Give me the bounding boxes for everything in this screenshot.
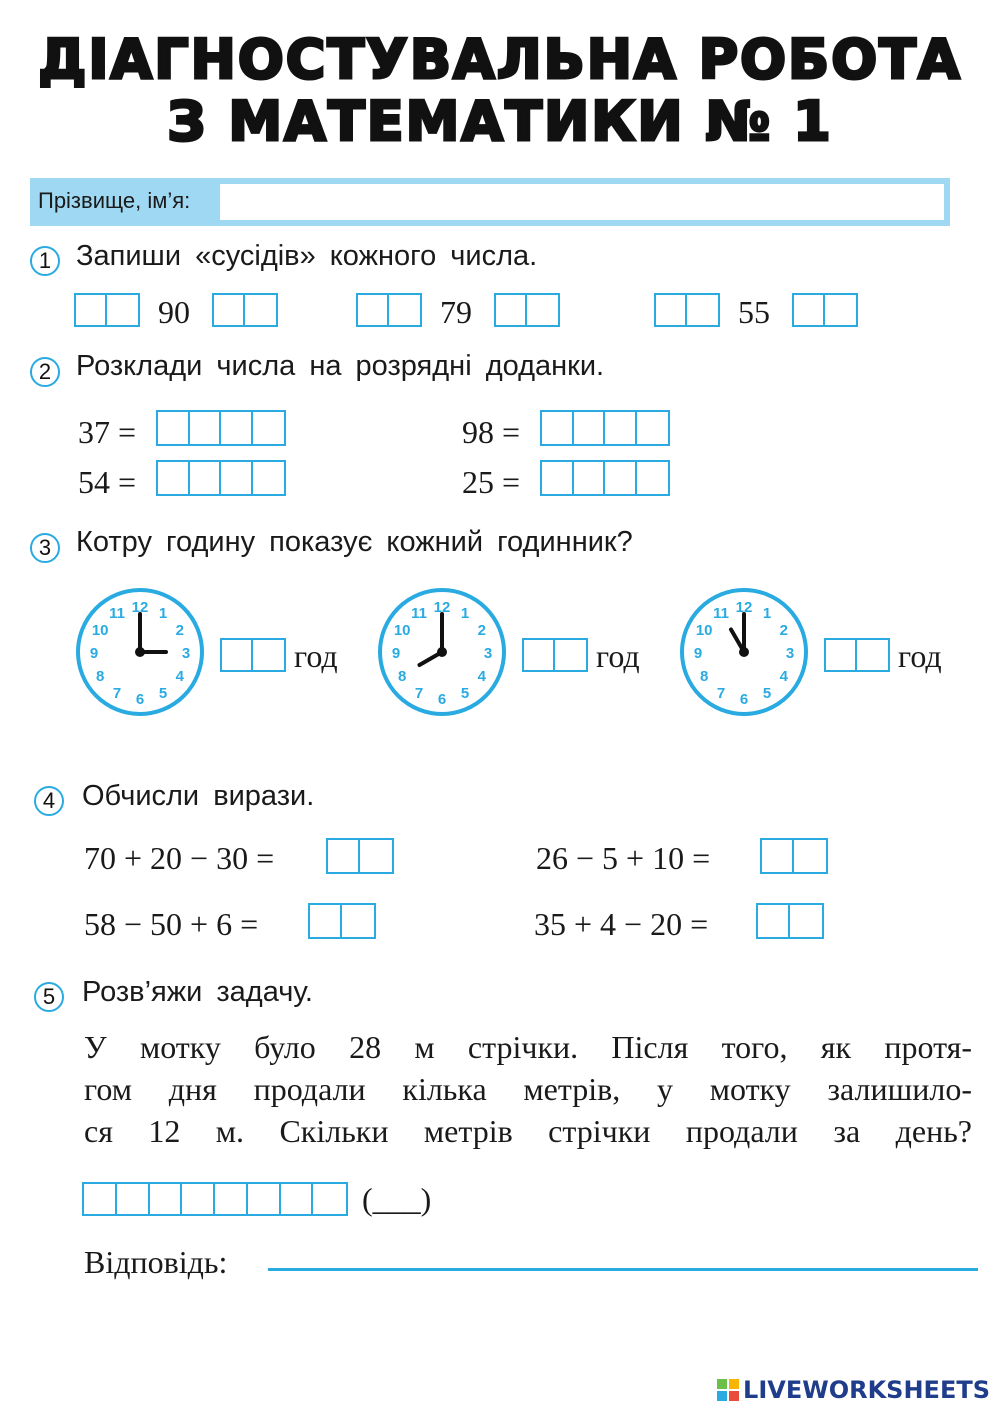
clock-number: 9 (693, 645, 703, 662)
digit-input[interactable] (790, 905, 822, 937)
digit-input[interactable] (214, 295, 243, 325)
digit-input[interactable] (215, 1184, 246, 1214)
clock-number: 12 (735, 599, 753, 616)
digit-input[interactable] (253, 640, 284, 670)
clock-number: 7 (112, 684, 122, 702)
clock-number: 6 (739, 691, 749, 708)
digit-input[interactable] (360, 840, 392, 872)
clock-number: 2 (779, 622, 789, 639)
task-1-number-b: 79 (440, 294, 472, 330)
task-3-text: Котру годину показує кожний годинник? (76, 526, 633, 558)
answer-box-task2-37[interactable] (156, 410, 286, 446)
digit-input[interactable] (84, 1184, 115, 1214)
clock-number: 10 (91, 622, 109, 639)
digit-input[interactable] (76, 295, 105, 325)
task-2-item: 98 = (462, 414, 521, 450)
digit-input[interactable] (794, 840, 826, 872)
digit-input[interactable] (524, 640, 553, 670)
digit-input[interactable] (342, 905, 374, 937)
digit-input[interactable] (253, 462, 284, 494)
answer-input[interactable] (268, 1238, 982, 1268)
digit-input[interactable] (117, 1184, 148, 1214)
digit-input[interactable] (150, 1184, 181, 1214)
clock-number: 3 (483, 645, 493, 662)
unit-placeholder[interactable]: (___) (362, 1181, 432, 1217)
digit-input[interactable] (605, 462, 635, 494)
problem-line: ся 12 м. Скільки метрів стрічки продали за день? (84, 1113, 972, 1149)
answer-box-task3-clock1[interactable] (220, 638, 286, 672)
clock-center (739, 647, 749, 657)
answer-label: Відповідь: (84, 1244, 228, 1280)
clock-number: 5 (762, 684, 772, 702)
clock-number: 5 (460, 684, 470, 702)
digit-input[interactable] (253, 412, 284, 444)
name-input[interactable] (220, 184, 944, 220)
digit-input[interactable] (245, 295, 276, 325)
answer-box-task4-1[interactable] (326, 838, 394, 874)
clock-1 (72, 582, 208, 722)
digit-input[interactable] (637, 412, 668, 444)
clock-number: 12 (433, 599, 451, 616)
clock-number: 4 (779, 668, 789, 685)
answer-box-task1-a-before[interactable] (74, 293, 140, 327)
clock-number: 9 (391, 645, 401, 662)
answer-box-task2-54[interactable] (156, 460, 286, 496)
clock-number: 2 (477, 622, 487, 639)
digit-input[interactable] (158, 462, 188, 494)
digit-input[interactable] (358, 295, 387, 325)
task-5-number: 5 (34, 982, 64, 1012)
digit-input[interactable] (328, 840, 358, 872)
digit-input[interactable] (825, 295, 856, 325)
task-4-expression: 58 − 50 + 6 = (84, 906, 259, 942)
digit-input[interactable] (107, 295, 138, 325)
answer-box-task3-clock2[interactable] (522, 638, 588, 672)
clock-number: 5 (158, 684, 168, 702)
clock-3 (676, 582, 812, 722)
task-1-number-c: 55 (738, 294, 770, 330)
problem-line: гом дня продали кілька метрів, у мотку залишило- (84, 1071, 972, 1107)
clock-number: 9 (89, 645, 99, 662)
task-1-text: Запиши «сусідів» кожного числа. (76, 240, 538, 272)
digit-input[interactable] (605, 412, 635, 444)
digit-input[interactable] (248, 1184, 279, 1214)
logo-text: LIVEWORKSHEETS (743, 1376, 990, 1404)
task-2-item: 25 = (462, 464, 521, 500)
digit-input[interactable] (313, 1184, 346, 1214)
digit-input[interactable] (310, 905, 340, 937)
answer-box-task2-98[interactable] (540, 410, 670, 446)
task-1-number-a: 90 (158, 294, 190, 330)
problem-line: У мотку було 28 м стрічки. Після того, як протя- (84, 1029, 972, 1065)
answer-box-task4-2[interactable] (760, 838, 828, 874)
hour-unit-label: год (596, 638, 640, 674)
digit-input[interactable] (190, 462, 220, 494)
task-4-text: Обчисли вирази. (82, 780, 315, 812)
task-2-text: Розклади числа на розрядні доданки. (76, 350, 605, 382)
task-4-expression: 35 + 4 − 20 = (534, 906, 709, 942)
clock-number: 11 (411, 605, 427, 623)
digit-input[interactable] (687, 295, 718, 325)
task-1-number: 1 (30, 246, 60, 276)
digit-input[interactable] (826, 640, 855, 670)
clock-number: 2 (175, 622, 185, 639)
clock-center (437, 647, 447, 657)
clock-number: 8 (397, 668, 407, 685)
answer-box-task1-b-before[interactable] (356, 293, 422, 327)
digit-input[interactable] (857, 640, 888, 670)
task-2-number: 2 (30, 357, 60, 387)
digit-input[interactable] (221, 462, 251, 494)
digit-input[interactable] (656, 295, 685, 325)
clock-center (135, 647, 145, 657)
clock-number: 8 (95, 668, 105, 685)
task-2-item: 54 = (78, 464, 137, 500)
task-5-text: Розв’яжи задачу. (82, 976, 313, 1008)
clock-number: 8 (699, 668, 709, 685)
clock-number: 6 (437, 691, 447, 708)
digit-input[interactable] (281, 1184, 312, 1214)
answer-box-task4-3[interactable] (308, 903, 376, 939)
digit-input[interactable] (190, 412, 220, 444)
solution-expression-boxes[interactable] (82, 1182, 348, 1216)
clock-number: 11 (713, 605, 729, 623)
digit-input[interactable] (542, 462, 572, 494)
answer-underline (268, 1268, 978, 1271)
answer-box-task1-c-before[interactable] (654, 293, 720, 327)
liveworksheets-logo[interactable] (717, 1376, 990, 1404)
digit-input[interactable] (221, 412, 251, 444)
clock-number: 1 (460, 605, 470, 623)
clock-number: 10 (695, 622, 713, 639)
hour-unit-label: год (294, 638, 338, 674)
task-3-number: 3 (30, 533, 60, 563)
digit-input[interactable] (222, 640, 251, 670)
task-4-expression: 70 + 20 − 30 = (84, 840, 275, 876)
task-2-item: 37 = (78, 414, 137, 450)
task-4-number: 4 (34, 786, 64, 816)
digit-input[interactable] (794, 295, 823, 325)
page-subtitle: З МАТЕМАТИКИ № 1 (167, 90, 833, 153)
digit-input[interactable] (555, 640, 586, 670)
digit-input[interactable] (542, 412, 572, 444)
logo-blocks-icon (717, 1379, 739, 1401)
clock-2 (374, 582, 510, 722)
clock-number: 10 (393, 622, 411, 639)
clock-number: 6 (135, 691, 145, 708)
clock-number: 1 (158, 605, 168, 623)
digit-input[interactable] (637, 462, 668, 494)
clock-number: 1 (762, 605, 772, 623)
digit-input[interactable] (158, 412, 188, 444)
answer-box-task2-25[interactable] (540, 460, 670, 496)
digit-input[interactable] (496, 295, 525, 325)
answer-box-task1-a-after[interactable] (212, 293, 278, 327)
task-4-expression: 26 − 5 + 10 = (536, 840, 711, 876)
clock-number: 3 (181, 645, 191, 662)
digit-input[interactable] (762, 840, 792, 872)
clock-number: 12 (131, 599, 149, 616)
answer-box-task1-b-after[interactable] (494, 293, 560, 327)
digit-input[interactable] (574, 462, 604, 494)
answer-box-task4-4[interactable] (756, 903, 824, 939)
hour-unit-label: год (898, 638, 942, 674)
clock-number: 7 (716, 684, 726, 702)
name-label: Прізвище, ім’я: (38, 188, 191, 213)
clock-number: 4 (477, 668, 487, 685)
digit-input[interactable] (389, 295, 420, 325)
clock-number: 4 (175, 668, 185, 685)
page-title: ДІАГНОСТУВАЛЬНА РОБОТА (38, 28, 962, 91)
clock-number: 3 (785, 645, 795, 662)
clock-number: 7 (414, 684, 424, 702)
digit-input[interactable] (527, 295, 558, 325)
name-bar (30, 178, 950, 226)
digit-input[interactable] (758, 905, 788, 937)
answer-box-task3-clock3[interactable] (824, 638, 890, 672)
digit-input[interactable] (182, 1184, 213, 1214)
digit-input[interactable] (574, 412, 604, 444)
clock-number: 11 (109, 605, 125, 623)
answer-box-task1-c-after[interactable] (792, 293, 858, 327)
